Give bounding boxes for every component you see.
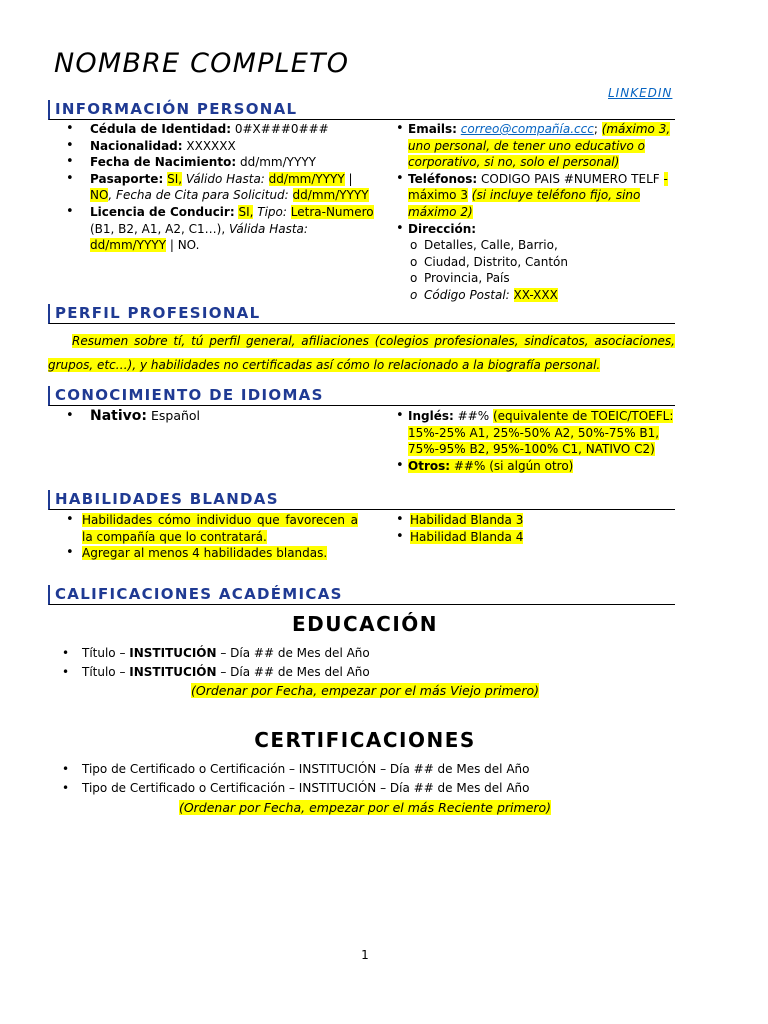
languages-left-list	[48, 408, 378, 474]
languages-right-list	[378, 408, 675, 474]
list-item-skill-1: • Habilidades cómo individuo que favorecen a la compañía que lo contratará.	[48, 512, 358, 545]
soft-skills-section	[48, 490, 675, 562]
list-item-postal: o Código Postal: XX-XXX	[378, 287, 675, 304]
section-title-personal: INFORMACIÓN PERSONAL	[48, 100, 675, 120]
personal-right-list	[378, 121, 675, 304]
soft-skills-left-list	[48, 512, 358, 562]
education-heading: EDUCACIÓN	[291, 612, 439, 636]
list-item-nativo: • Nativo: Español	[48, 408, 378, 425]
list-item-telefonos: • Teléfonos: CODIGO PAIS #NUMERO TELF - máximo 3 (si incluye teléfono fijo, sino máximo 2)	[378, 171, 675, 221]
academic-section	[48, 585, 675, 605]
personal-info-section	[48, 100, 675, 304]
list-item-education-2: • Título – INSTITUCIÓN – Día ## de Mes del Año	[56, 663, 370, 682]
section-title-academicas: CALIFICACIONES ACADÉMICAS	[48, 585, 675, 605]
email-link[interactable]: correo@compañía.ccc	[460, 122, 594, 136]
list-item-direccion: • Dirección:	[378, 221, 675, 238]
list-item-otros: • Otros: ##% (si algún otro)	[378, 458, 675, 475]
list-item-licencia: • Licencia de Conducir: SI, Tipo: Letra-Numero (B1, B2, A1, A2, C1…), Válida Hasta: dd/mm/YYYY | NO.	[48, 204, 378, 254]
list-item-cert-1: • Tipo de Certificado o Certificación – INSTITUCIÓN – Día ## de Mes del Año	[56, 760, 529, 779]
certifications-list	[56, 760, 529, 798]
section-title-blandas: HABILIDADES BLANDAS	[48, 490, 675, 510]
soft-skills-right-list	[378, 512, 675, 562]
list-item-education-1: • Título – INSTITUCIÓN – Día ## de Mes del Año	[56, 644, 370, 663]
languages-section	[48, 386, 675, 474]
list-item-skill-3: • Habilidad Blanda 3	[378, 512, 675, 529]
profile-summary: Resumen sobre tí, tú perfil general, afiliaciones (colegios profesionales, sindicatos, asociaciones, grupos, etc…), y habilidades no certificadas así cómo lo relacionado a la biografía personal.	[48, 334, 675, 372]
section-title-idiomas: CONOCIMIENTO DE IDIOMAS	[48, 386, 675, 406]
list-item-ingles: • Inglés: ##% (equivalente de TOEIC/TOEFL: 15%-25% A1, 25%-50% A2, 50%-75% B1, 75%-95% B2, 95%-100% C1, NATIVO C2)	[378, 408, 675, 458]
certifications-heading: CERTIFICACIONES	[254, 728, 476, 752]
page-number: 1	[361, 948, 369, 962]
list-item-direccion-3: o Provincia, País	[378, 270, 675, 287]
list-item-cert-2: • Tipo de Certificado o Certificación – INSTITUCIÓN – Día ## de Mes del Año	[56, 779, 529, 798]
list-item-direccion-2: o Ciudad, Distrito, Cantón	[378, 254, 675, 271]
list-item-skill-4: • Habilidad Blanda 4	[378, 529, 675, 546]
linkedin-link[interactable]: LINKEDIN	[608, 86, 673, 100]
education-list	[56, 644, 370, 682]
personal-left-list	[48, 121, 378, 304]
certifications-note: (Ordenar por Fecha, empezar por el más Reciente primero)	[178, 800, 552, 815]
list-item-direccion-1: o Detalles, Calle, Barrio,	[378, 237, 675, 254]
list-item-nacionalidad: • Nacionalidad: XXXXXX	[48, 138, 378, 155]
full-name-heading: NOMBRE COMPLETO	[54, 48, 350, 79]
list-item-pasaporte: • Pasaporte: SI, Válido Hasta: dd/mm/YYYY | NO, Fecha de Cita para Solicitud: dd/mm/YYYY	[48, 171, 378, 204]
education-note: (Ordenar por Fecha, empezar por el más Viejo primero)	[190, 683, 540, 698]
list-item-skill-2: • Agregar al menos 4 habilidades blandas.	[48, 545, 358, 562]
list-item-nacimiento: • Fecha de Nacimiento: dd/mm/YYYY	[48, 154, 378, 171]
profile-section	[48, 304, 675, 377]
list-item-cedula: • Cédula de Identidad: 0#X###0###	[48, 121, 378, 138]
section-title-perfil: PERFIL PROFESIONAL	[48, 304, 675, 324]
list-item-emails: • Emails: correo@compañía.ccc; (máximo 3, uno personal, de tener uno educativo o corporativo, si no, solo el personal)	[378, 121, 675, 171]
